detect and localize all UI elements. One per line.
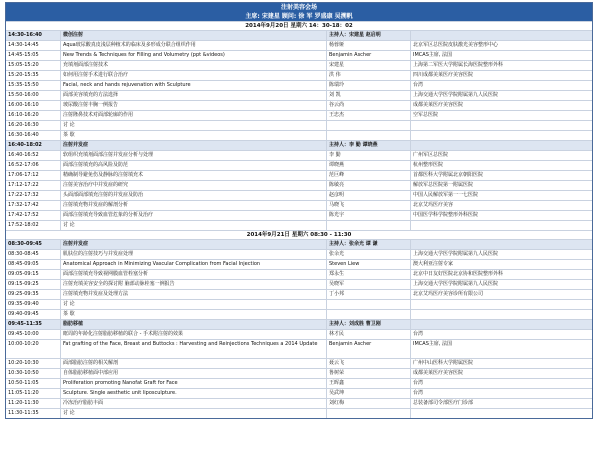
speaker-name [327,300,411,309]
talk-topic: 讨 论 [61,121,327,130]
table-row [6,100,592,110]
schedule-body [6,21,592,418]
speaker-org: IMCAS主席, 法国 [413,341,453,347]
speaker-name: 谭晓燕 [327,161,411,170]
table-row [6,279,592,289]
session-title: 注射并发症 [61,240,327,249]
session-chair: 主持人：李 勤 谭晓燕 [327,141,411,150]
speaker-name: 范巨峰 [327,171,411,180]
talk-topic: 注射充填美容安全的探讨附 脑部动脉栓塞一例报告 [61,280,327,289]
speaker-org: IMCAS主席, 法国 [413,52,453,58]
speaker-name: Benjamin Ascher [327,51,411,60]
speaker-org: 北京艾玛医疗美容诊所有限公司 [413,291,484,297]
speaker-org [411,121,592,130]
speaker-org: 台湾 [413,390,424,396]
talk-topic: 注射美容治疗中并发症的研究 [61,181,327,190]
talk-time: 09:40-09:45 [6,310,61,319]
table-row [6,220,592,230]
table-row [6,378,592,388]
speaker-name: 谷云尚 [327,101,411,110]
talk-topic: 头面部面部填充注射的并发症及防治 [61,191,327,200]
table-row [6,329,592,339]
session-chair: 主持人：刘成胜 曹卫刚 [327,320,411,329]
talk-topic: 精确制导避免伤及静脉的注射填充术 [61,171,327,180]
talk-time: 17:12-17:22 [6,181,61,190]
talk-topic: 冷冻治疗脂肪丰面 [61,399,327,408]
speaker-name: 李 勤 [327,151,411,160]
speaker-name: 郑永生 [327,270,411,279]
table-row [6,80,592,90]
table-row [6,160,592,170]
talk-topic: Aqua玻尿酸真皮浅层种植术的临床及多形成分联合组织作用 [61,41,327,50]
talk-topic: Sculpture. Single aesthetic unit liposculpture. [61,389,327,398]
speaker-org: 北京中日友好医院北京协和医院整形外科 [413,271,504,277]
session-spacer [411,240,592,249]
talk-topic: 软组织充填剂面部注射并发症分析与处理 [61,151,327,160]
table-row [6,90,592,100]
session-spacer [411,141,592,150]
session-title: 脂肪移植 [61,320,327,329]
speaker-org: 北京艾玛医疗美容 [413,202,454,208]
talk-topic: Anatomical Approach in Minimizing Vascular Complication from Facial Injection [61,260,327,269]
speaker-org: 北京军区总医院皮肤激光美容整形中心 [413,42,499,48]
table-row [6,269,592,279]
table-row [6,200,592,210]
talk-time: 16:20-16:30 [6,121,61,130]
talk-topic: 讨 论 [61,300,327,309]
speaker-org: 总装备部司令部医疗门诊部 [413,400,474,406]
day-date: 2014年9月21日 星期六 08:30 - 11:30 [6,230,592,239]
talk-time: 17:42-17:52 [6,211,61,220]
speaker-org [411,300,592,309]
speaker-org [411,409,592,418]
table-row [6,368,592,378]
speaker-org [411,310,592,319]
session-spacer [411,320,592,329]
talk-time: 09:35-09:40 [6,300,61,309]
table-row [6,150,592,160]
table-row [6,210,592,220]
talk-time: 08:30-08:45 [6,250,61,259]
speaker-org: 广州中山医科大学附属医院 [413,360,474,366]
talk-time: 15:35-15:50 [6,81,61,90]
session-time: 14:30-16:40 [6,31,61,40]
talk-topic: 面部注射填充导致血管危象的分析及治疗 [61,211,327,220]
session-title: 注射并发症 [61,141,327,150]
talk-time: 17:52-18:02 [6,221,61,230]
speaker-name [327,310,411,319]
speaker-org: 台湾 [413,82,424,88]
speaker-org: 杭州整形医院 [413,162,444,168]
table-row [6,309,592,319]
talk-time: 10:00-10:20 [6,340,61,358]
talk-topic: 充填剂面部注射技术 [61,61,327,70]
speaker-name: 王忠杰 [327,111,411,120]
speaker-name [327,221,411,230]
table-row [6,398,592,408]
speaker-org: 四川成都美莱医疗美容医院 [413,72,474,78]
speaker-name: 鲁树荣 [327,369,411,378]
speaker-name [327,409,411,418]
session-spacer [411,31,592,40]
talk-topic: 面部注射填充导致视网膜血管栓塞分析 [61,270,327,279]
speaker-org: 上海第二军医大学附属长海医院整形外科 [413,62,504,68]
session-time: 16:40-18:02 [6,141,61,150]
talk-time: 11:05-11:20 [6,389,61,398]
table-row [6,60,592,70]
talk-time: 10:20-10:30 [6,359,61,368]
speaker-name [327,131,411,140]
talk-time: 17:32-17:42 [6,201,61,210]
speaker-name: 丁小邦 [327,290,411,299]
talk-time: 11:20-11:30 [6,399,61,408]
speaker-org: 台湾 [413,380,424,386]
talk-topic: 面部脂肪注射的相关解剖 [61,359,327,368]
speaker-name: 宋建星 [327,61,411,70]
talk-topic: 茶 歇 [61,131,327,140]
speaker-org: 上海交通大学医学院附属第九人民医院 [413,92,499,98]
talk-time: 17:06-17:12 [6,171,61,180]
talk-time: 15:20-15:35 [6,71,61,80]
speaker-org [411,221,592,230]
speaker-org: 成都美莱医疗美容医院 [413,102,464,108]
speaker-org: 广州军区总医院 [413,152,449,158]
talk-time: 15:05-15:20 [6,61,61,70]
talk-time: 16:30-16:40 [6,131,61,140]
session-chair: 主持人：张余光 谭 谦 [327,240,411,249]
speaker-org: 首都医科大学附属北京朝阳医院 [413,172,484,178]
talk-topic: 茶 歇 [61,310,327,319]
table-row [6,259,592,269]
speaker-name: 刘红梅 [327,399,411,408]
talk-topic: 面部注射填充的高风险及防范 [61,161,327,170]
speaker-name: 吴晓军 [327,280,411,289]
speaker-org: 上海交通大学医学院附属第九人民医院 [413,281,499,287]
speaker-name: 陈光宇 [327,211,411,220]
talk-topic: 如何用注射手术进行联合治疗 [61,71,327,80]
speaker-org: 台湾 [413,331,424,337]
speaker-name [327,121,411,130]
speaker-name: 聂云飞 [327,359,411,368]
talk-topic: 玻尿酸注射丰胸一例报告 [61,101,327,110]
talk-time: 09:15-09:25 [6,280,61,289]
talk-topic: 面部美容填充的方法选择 [61,91,327,100]
talk-topic: 眶周的年龄化注射脂肪移植的联合 - 手术附注射的效果 [61,330,327,339]
table-row [6,339,592,358]
speaker-org: 成都美莱医疗美容医院 [413,370,464,376]
talk-time: 11:30-11:35 [6,409,61,418]
speaker-org: 上海交通大学医学院附属第九人民医院 [413,251,499,257]
speaker-org [411,131,592,140]
table-row [6,120,592,130]
talk-time: 17:22-17:32 [6,191,61,200]
talk-time: 16:52-17:06 [6,161,61,170]
table-row [6,388,592,398]
table-row [6,40,592,50]
table-row [6,289,592,299]
speaker-org: 中国人民解放军第一一七医院 [413,192,479,198]
table-row [6,190,592,200]
table-row [6,110,592,120]
speaker-org: 中国医学科学院整形外科医院 [413,212,479,218]
speaker-org: 澳大利亚注射专家 [413,261,454,267]
talk-topic: 讨 论 [61,221,327,230]
speaker-name: 赵彦明 [327,191,411,200]
table-row [6,299,592,309]
speaker-name: 林才民 [327,330,411,339]
talk-topic: 自体脂肪移植面中部应用 [61,369,327,378]
table-row [6,408,592,418]
talk-time: 10:30-10:50 [6,369,61,378]
session-header-row [6,30,592,40]
table-row [6,70,592,80]
talk-time: 09:05-09:15 [6,270,61,279]
speaker-name: 洪 伟 [327,71,411,80]
session-chair: 主持人：宋建星 赵启明 [327,31,411,40]
talk-topic: Fat grafting of the Face, Breast and Buttocks : Harvesting and Reinjections Techniques a 2014 Update [61,340,327,358]
speaker-org: 空军总医院 [413,112,439,118]
speaker-name: 王晖鑫 [327,379,411,388]
talk-time: 10:50-11:05 [6,379,61,388]
talk-topic: 注射填充物并发症的解剖分析 [61,201,327,210]
table-row [6,50,592,60]
session-header-row [6,239,592,249]
speaker-name: 吴武坤 [327,389,411,398]
speaker-name: 杨蓉娅 [327,41,411,50]
speaker-name: 刘 凯 [327,91,411,100]
speaker-name: 陈瑞玲 [327,81,411,90]
day-date: 2014年9月20日 星期六 14：30-18：02 [6,21,592,30]
talk-time: 09:45-10:00 [6,330,61,339]
talk-topic: Proliferation promoting Nanofat Graft for Face [61,379,327,388]
talk-time: 14:45-15:05 [6,51,61,60]
talk-topic: 讨 论 [61,409,327,418]
talk-topic: 注射填充物并发症及处理方法 [61,290,327,299]
venue-title: 注射美容会场 [6,3,592,12]
talk-topic: Facial, neck and hands rejuvenation with Sculpture [61,81,327,90]
table-row [6,170,592,180]
talk-time: 16:40-16:52 [6,151,61,160]
speaker-name: 张余光 [327,250,411,259]
session-header-row [6,319,592,329]
talk-time: 14:30-14:45 [6,41,61,50]
talk-topic: 肌肤位的注射技巧与并发症处理 [61,250,327,259]
table-row [6,180,592,190]
talk-time: 09:25-09:35 [6,290,61,299]
speaker-org: 解放军总医院第一附属医院 [413,182,474,188]
talk-topic: 注射隆鼻技术对面部轮廓的作用 [61,111,327,120]
session-title: 微创注射 [61,31,327,40]
table-row [6,249,592,259]
session-time: 08:30-09:45 [6,240,61,249]
session-header-row [6,140,592,150]
table-row [6,130,592,140]
speaker-name: Steven Liew [327,260,411,269]
talk-time: 16:10-16:20 [6,111,61,120]
talk-time: 08:45-09:05 [6,260,61,269]
speaker-name: 马晓飞 [327,201,411,210]
venue-hosts: 主席: 宋建星 顾问: 徐 军 罗盛康 吴溯帆 [6,12,592,21]
talk-time: 16:00-16:10 [6,101,61,110]
speaker-name: Benjamin Ascher [327,340,411,358]
speaker-name: 陈敏亮 [327,181,411,190]
talk-topic: New Trends & Techniques for Filling and Volumetry (ppt &videos) [61,51,327,60]
talk-time: 15:50-16:00 [6,91,61,100]
table-row [6,358,592,368]
schedule-table [5,2,593,419]
session-time: 09:45-11:35 [6,320,61,329]
